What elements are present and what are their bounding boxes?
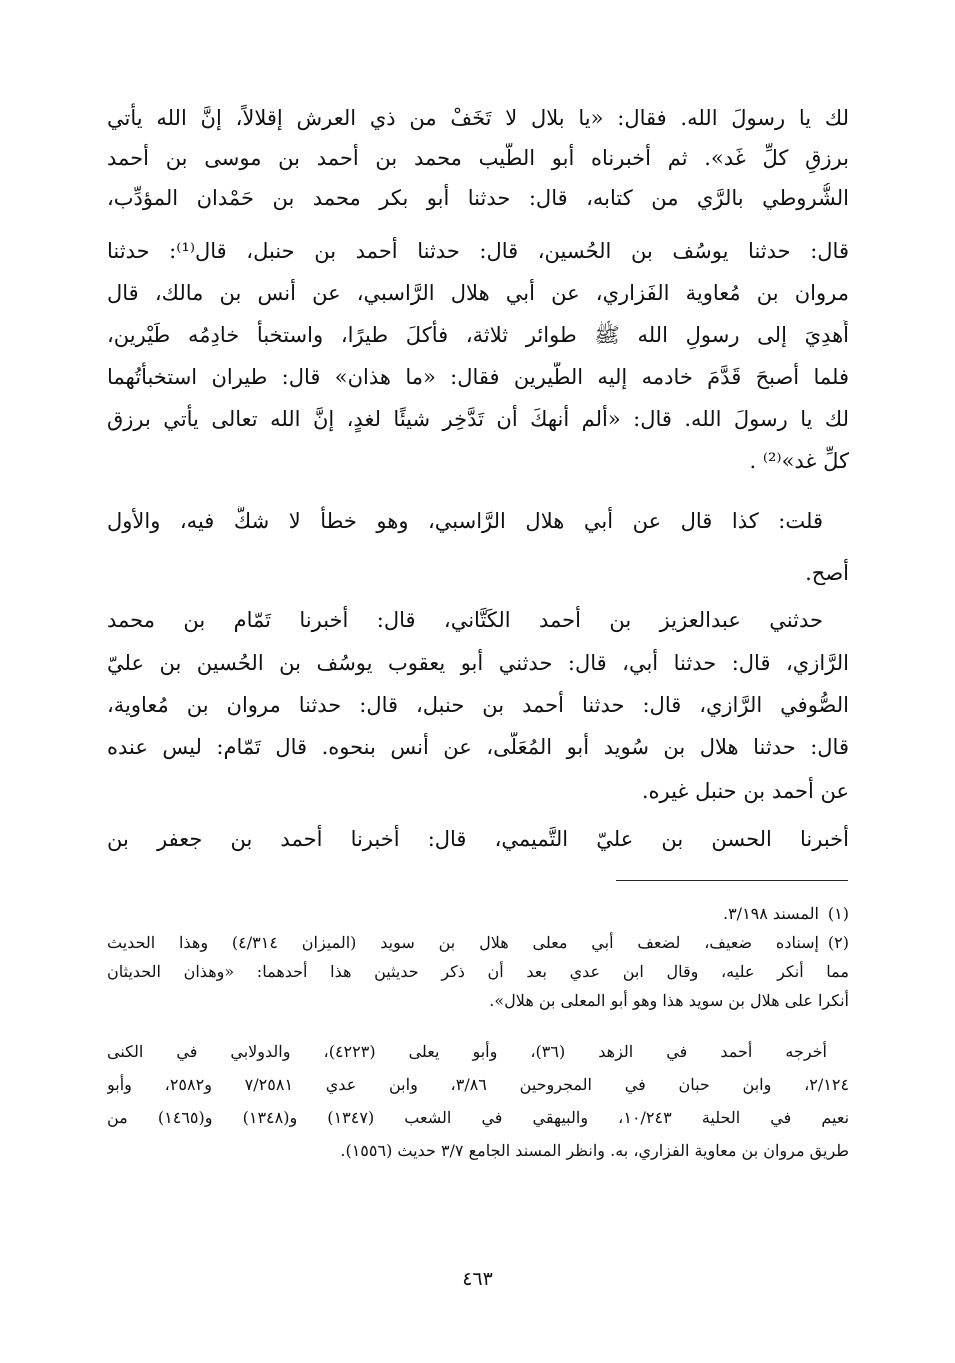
text-line-2: برزقِ كلِّ غَد». ثم أخبرناه أبو الطَّيب محمد بن أحمد بن موسى بن أحمد [107, 146, 849, 170]
footnote-number: (١) [827, 904, 849, 923]
footnote-2 [107, 931, 849, 957]
text-line-5: مروان بن مُعاوية الفَزاري، عن أبي هلال الرَّاسبي، عن أنس بن مالك، قال [107, 281, 849, 305]
text-line-15: قال: حدثنا هلال بن سُويد أبو المُعَلَّى، عن أنس بنحوه. قال تَمّام: ليس عنده [107, 735, 849, 759]
text-line-4: قال: حدثنا يوسُف بن الحُسين، قال: حدثنا أحمد بن حنبل، قال⁽¹⁾: حدثنا [107, 239, 849, 263]
footnote-line: طريق مروان بن معاوية الفزاري، به. وانظر المسند الجامع ٣/٧ حديث (١٥٥٦). [340, 1141, 849, 1160]
footnote-number: (٢) [827, 933, 849, 952]
footnote-line: أنكرا على هلال بن سويد هذا وهو أبو المعلى بن هلال». [489, 991, 849, 1010]
text-line-12: حدثني عبدالعزيز بن أحمد الكَتَّاني، قال: أخبرنا تَمّام بن محمد [107, 608, 823, 632]
footnote-line: ٢/١٢٤، وابن حبان في المجروحين ٣/٨٦، وابن عدي ٧/٢٥٨١ و٢٥٨٢، وأبو [107, 1075, 849, 1094]
footnote-line: مما أنكر عليه، وقال ابن عدي بعد أن ذكر حديثين هذا أحدهما: «وهذان الحديثان [107, 962, 849, 981]
text-line-17: أخبرنا الحسن بن عليّ التَّميمي، قال: أخبرنا أحمد بن جعفر بن [107, 827, 849, 851]
footnote-line: أخرجه أحمد في الزهد (٣٦)، وأبو يعلى (٤٢٢٣)، والدولابي في الكنى [107, 1042, 827, 1061]
footnote-text: إسناده ضعيف، لضعف أبي معلى هلال بن سويد (الميزان ٤/٣١٤) وهذا الحديث [107, 933, 819, 952]
text-line-10: قلت: كذا قال عن أبي هلال الرَّاسبي، وهو خطأ لا شكَّ فيه، والأول [107, 509, 823, 533]
page-number: ٤٦٣ [462, 1268, 493, 1290]
text-line-8: لك يا رسولَ الله. قال: «ألم أنهكَ أن تَدَّخِر شيئًا لغدٍ، إنَّ الله تعالى يأتي برزق [107, 407, 849, 431]
footnote-separator [616, 880, 848, 881]
text-line-13: الرَّازي، قال: حدثنا أبي، قال: حدثني أبو يعقوب يوسُف بن الحُسين بن عليّ [107, 651, 849, 675]
text-line-6: أُهدِيَ إلى رسولِ الله ﷺ طوائر ثلاثة، فأكلَ طيرًا، واستخبأ خادِمُه طَيْرين، [107, 323, 849, 347]
text-line-3: الشُّروطي بالرَّي من كتابه، قال: حدثنا أبو بكر محمد بن حَمْدان المؤدِّب، [107, 186, 849, 210]
text-line-1: لك يا رسولَ الله. فقال: «يا بلال لا تَخَفْ من ذي العرش إقلالاً، إنَّ الله يأتي [107, 106, 849, 130]
footnote-text: المسند ٣/١٩٨. [722, 904, 819, 923]
text-line-14: الصُّوفي الرَّازي، قال: حدثنا أحمد بن حنبل، قال: حدثنا مروان بن مُعاوية، [107, 693, 849, 717]
text-line-9: كلِّ غد»⁽²⁾ . [749, 449, 849, 473]
text-line-11: أصح. [805, 561, 849, 585]
text-line-16: عن أحمد بن حنبل غيره. [641, 779, 849, 803]
text-line-7: فلما أصبحَ قَدَّمَ خادمه إليه الطَّيرين فقال: «ما هذان» قال: طيران استخبأتُهما [107, 365, 849, 389]
footnote-line: نعيم في الحلية ١٠/٢٤٣، والبيهقي في الشعب (١٣٤٧) و(١٣٤٨) و(١٤٦٥) من [107, 1108, 849, 1127]
footnote-1 [107, 902, 849, 928]
